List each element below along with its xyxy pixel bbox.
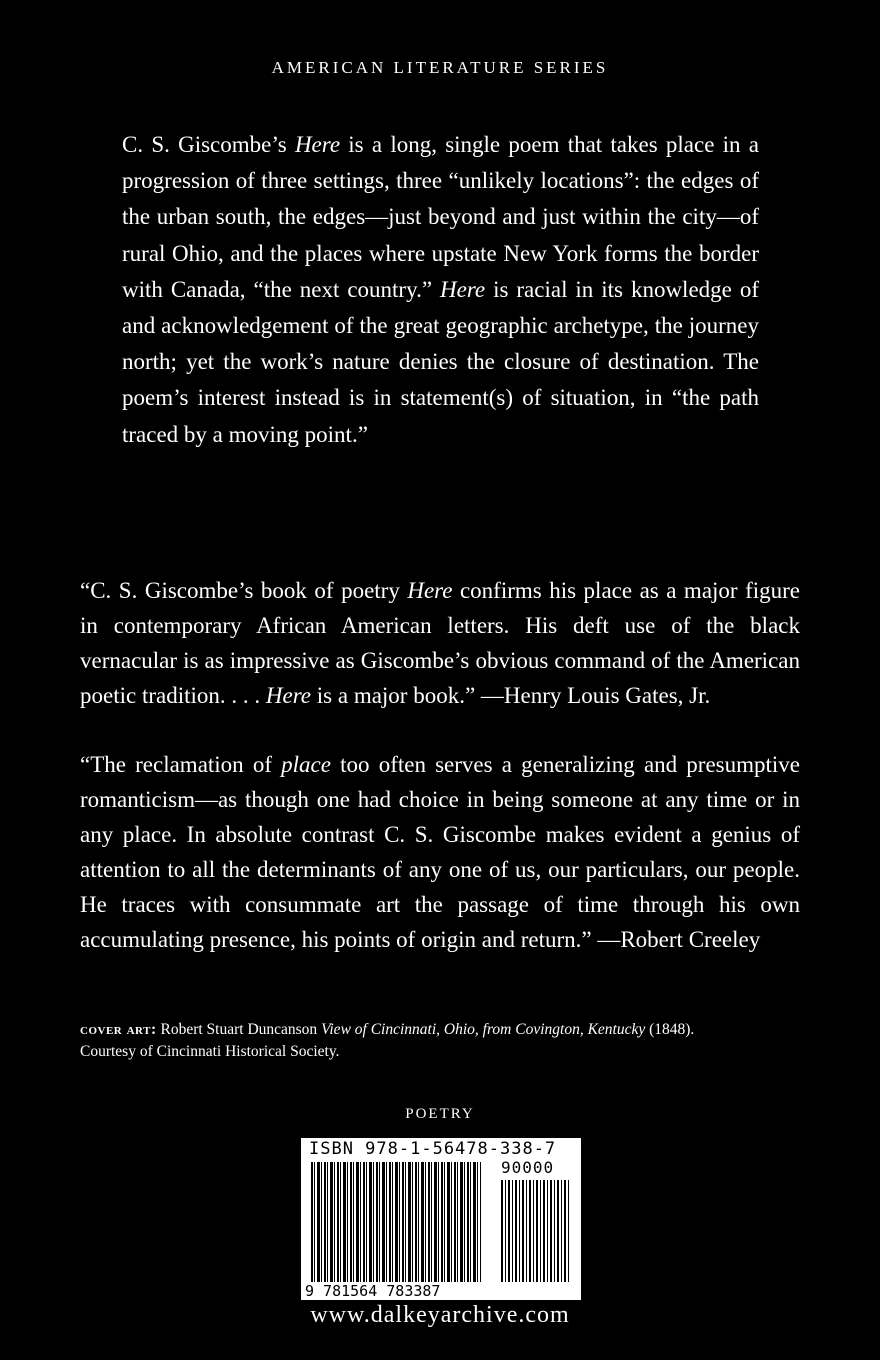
blurb-creeley <box>80 747 800 957</box>
book-description <box>122 127 759 453</box>
cover-art-label: cover art: <box>80 1021 157 1038</box>
cover-art-year: (1848). <box>645 1021 695 1038</box>
description-text-1: is a long, single poem that takes place in a progression of three settings, three “unlikely locations”: the edges of the urban south, the edges—just beyond and just within the city—of rural Ohio, and the places where upstate New York forms the border with Canada, “the next country.” <box>122 132 759 302</box>
price-code: 90000 <box>501 1158 555 1177</box>
isbn-text: ISBN 978-1-56478-338-7 <box>309 1139 557 1159</box>
barcode-addon-bars <box>501 1180 571 1282</box>
blurb-gates-part-2: confirms his place as a major figure in contemporary African American letters. His deft use of the black vernacular is as impressive as Giscombe’s obvious command of the American poetic tradition. . . . <box>80 578 800 708</box>
blurb-creeley-part-2: too often serves a generalizing and presumptive romanticism—as though one had choice in being someone at any time or in any place. In absolute contrast C. S. Giscombe makes evident a genius of attention to all the determinants of any one of us, our particulars, our people. He traces with consummate art the passage of time through his own accumulating presence, his points of origin and return.” —Robert Creeley <box>80 752 801 952</box>
cover-art-courtesy: Courtesy of Cincinnati Historical Society. <box>80 1043 340 1060</box>
description-title: Here <box>294 132 341 157</box>
blurb-gates <box>80 573 800 713</box>
description-text-2: is racial in its knowledge of and acknowledgement of the great geographic archetype, the journey north; yet the work’s nature denies the closure of destination. The poem’s interest instead is in statement(s) of situation, in “the path traced by a moving point.” <box>122 276 759 447</box>
cover-art-work: View of Cincinnati, Ohio, from Covington, Kentucky <box>321 1021 646 1038</box>
category-label: POETRY <box>405 1106 475 1122</box>
blurb-gates-title-2: Here <box>265 683 312 708</box>
blurb-gates-title: Here <box>407 578 453 603</box>
description-author: C. S. Giscombe’s <box>122 132 287 157</box>
blurb-gates-part-3: is a major book.” —Henry Louis Gates, Jr. <box>311 683 711 708</box>
blurb-gates-part-1: “C. S. Giscombe’s book of poetry <box>80 578 408 603</box>
barcode-bars <box>311 1162 481 1282</box>
blurb-creeley-emphasis: place <box>281 752 331 777</box>
blurb-creeley-part-1: “The reclamation of <box>80 752 282 777</box>
publisher-website[interactable]: www.dalkeyarchive.com <box>310 1302 570 1328</box>
description-title-2: Here <box>440 276 486 302</box>
cover-art-credit <box>80 1019 800 1063</box>
isbn-barcode <box>301 1138 581 1300</box>
series-title: AMERICAN LITERATURE SERIES <box>271 58 609 77</box>
cover-art-artist: Robert Stuart Duncanson <box>156 1021 322 1038</box>
barcode-digits: 9 781564 783387 <box>305 1282 441 1300</box>
